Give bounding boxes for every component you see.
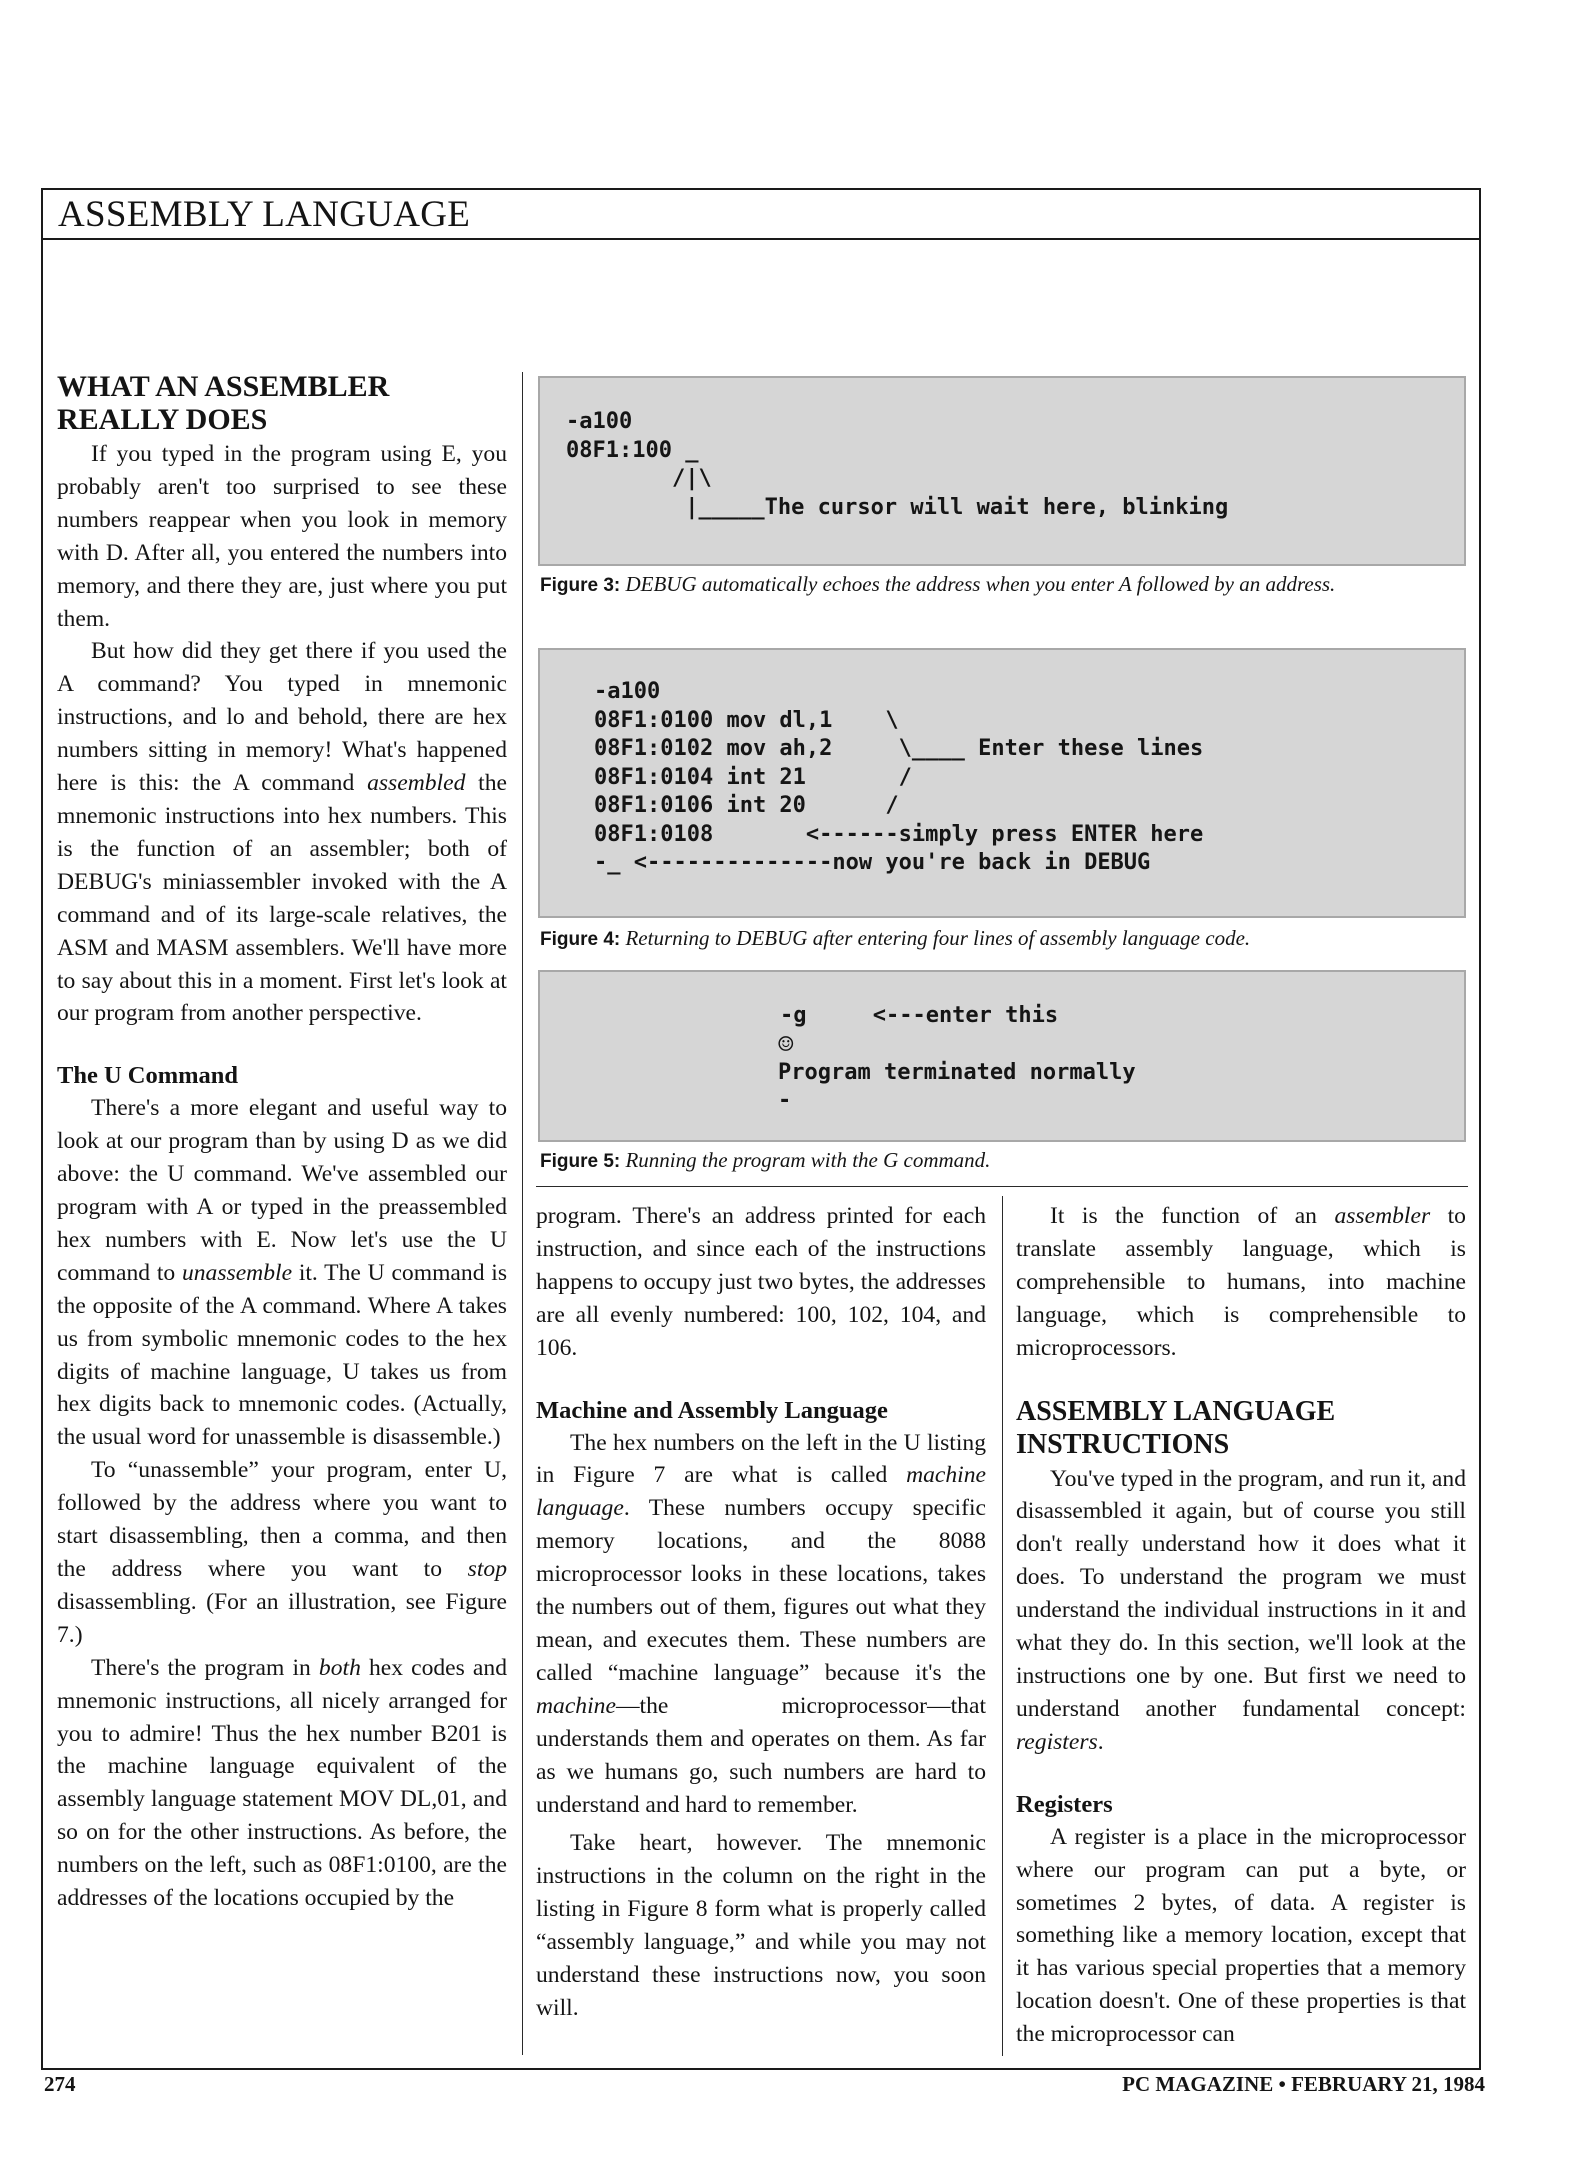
heading-u-command: The U Command xyxy=(57,1062,239,1090)
figure-5-caption: Figure 5: Running the program with the G command. xyxy=(540,1148,991,1172)
paragraph: There's the program in both hex codes and mnemonic instructions, all nicely arranged for you to admire! Thus the hex number B201 is the machine language equivalent of the assembly language statement MOV DL,01, and so on for the other instructions. As before, the numbers on the left, such as 08F1:0100, are the addresses of the locations occupied by the xyxy=(57,1654,507,1912)
page-number: 274 xyxy=(44,2072,76,2096)
figure-3-text: -a100 08F1:100 _ /|\ |_____The cursor will wait here, blinking xyxy=(566,409,1229,520)
column-divider xyxy=(1002,1196,1003,2056)
figure-5-line-4: - xyxy=(778,1088,792,1113)
paragraph: You've typed in the program, and run it, and disassembled it again, but of course you still don't really understand how it does what it does. To understand the program we must understand the individual instructions in it and what they do. In this section, we'll look at the instructions one by one. But first we need to understand another fundamental concept: registers. xyxy=(1016,1465,1466,1755)
figure-4-screen xyxy=(538,648,1466,918)
publication-footer: PC MAGAZINE • FEBRUARY 21, 1984 xyxy=(1122,2072,1485,2096)
paragraph: But how did they get there if you used the A command? You typed in mnemonic instructions, and lo and behold, there are hex numbers sitting in memory! What's happened here is this: the A command assembled the mnemonic instructions into hex numbers. This is the function of an assembler; both of DEBUG's miniassembler invoked with the A command and of its large-scale relatives, the ASM and MASM assemblers. We'll have more to say about this in a moment. First let's look at our program from another perspective. xyxy=(57,638,507,1027)
section-title: ASSEMBLY LANGUAGE xyxy=(58,194,471,235)
column-divider xyxy=(522,372,523,2055)
figure-5-line-3: Program terminated normally xyxy=(778,1059,1136,1085)
header-rule xyxy=(41,238,1481,240)
paragraph: If you typed in the program using E, you probably aren't too surprised to see these numbers reappear when you look in memory with D. After all, you entered the numbers into memory, and there they are, just where you put them. xyxy=(57,441,507,632)
heading-assembly-language-instructions: ASSEMBLY LANGUAGE INSTRUCTIONS xyxy=(1016,1395,1336,1460)
paragraph: program. There's an address printed for each instruction, and since each of the instructions happens to occupy just two bytes, the addresses are all evenly numbered: 100, 102, 104, and 106. xyxy=(536,1203,986,1361)
figure-5-screen xyxy=(538,970,1466,1142)
figure-3-screen xyxy=(538,376,1466,566)
figure-4-caption: Figure 4: Returning to DEBUG after entering four lines of assembly language code. xyxy=(540,926,1251,950)
heading-machine-assembly-language: Machine and Assembly Language xyxy=(536,1396,888,1424)
figure-4-text: -a100 08F1:0100 mov dl,1 \ 08F1:0102 mov ah,2 \____ Enter these lines 08F1:0104 int 21 / 08F1:0106 int 20 / 08F1:0108 <------simply press ENTER here -_ <--------------now you're back in DEBUG xyxy=(594,679,1204,875)
paragraph: The hex numbers on the left in the U listing in Figure 7 are what is called machine language. These numbers occupy specific memory locations, and the 8088 microprocessor looks in these locations, takes the numbers out of them, figures out what they mean, and executes them. These numbers are called “machine language” because it's the machine—the microprocessor—that understands them and operates on them. As far as we humans go, such numbers are hard to understand and hard to remember. xyxy=(536,1429,986,1818)
heading-registers: Registers xyxy=(1016,1790,1113,1818)
paragraph: Take heart, however. The mnemonic instructions in the column on the right in the listing in Figure 8 form what is properly called “assembly language,” and while you may not understand these instructions now, you soon will. xyxy=(536,1830,986,2021)
figures-bottom-rule xyxy=(536,1186,1468,1187)
smiley-icon: ☺ xyxy=(778,1029,794,1060)
figure-5-line-1: -g <---enter this xyxy=(780,1003,1059,1028)
paragraph: It is the function of an assembler to translate assembly language, which is comprehensible to humans, into machine language, which is comprehensible to microprocessors. xyxy=(1016,1203,1466,1361)
column-right xyxy=(1016,1200,1466,2051)
paragraph: A register is a place in the microprocessor where our program can put a byte, or sometimes 2 bytes, of data. A register is something like a memory location, except that it has various special properties that a memory location doesn't. One of these properties is that the microprocessor can xyxy=(1016,1823,1466,2048)
column-left xyxy=(57,370,507,1915)
paragraph: There's a more elegant and useful way to look at our program than by using D as we did above: the U command. We've assembled our program with A or typed in the preassembled hex numbers with E. Now let's use the U command to unassemble it. The U command is the opposite of the A command. Where A takes us from symbolic mnemonic codes to the hex digits of machine language, U takes us from hex digits back to mnemonic codes. (Actually, the usual word for unassemble is disassemble.) xyxy=(57,1095,508,1451)
heading-what-an-assembler: WHAT AN ASSEMBLER REALLY DOES xyxy=(57,370,390,436)
figure-3-caption: Figure 3: DEBUG automatically echoes the address when you enter A followed by an address. xyxy=(540,572,1336,596)
paragraph: To “unassemble” your program, enter U, followed by the address where you want to start disassembling, then a comma, and then the address where you want to stop disassembling. (For an illustration, see Figure 7.) xyxy=(57,1457,507,1648)
column-middle xyxy=(536,1200,986,2025)
